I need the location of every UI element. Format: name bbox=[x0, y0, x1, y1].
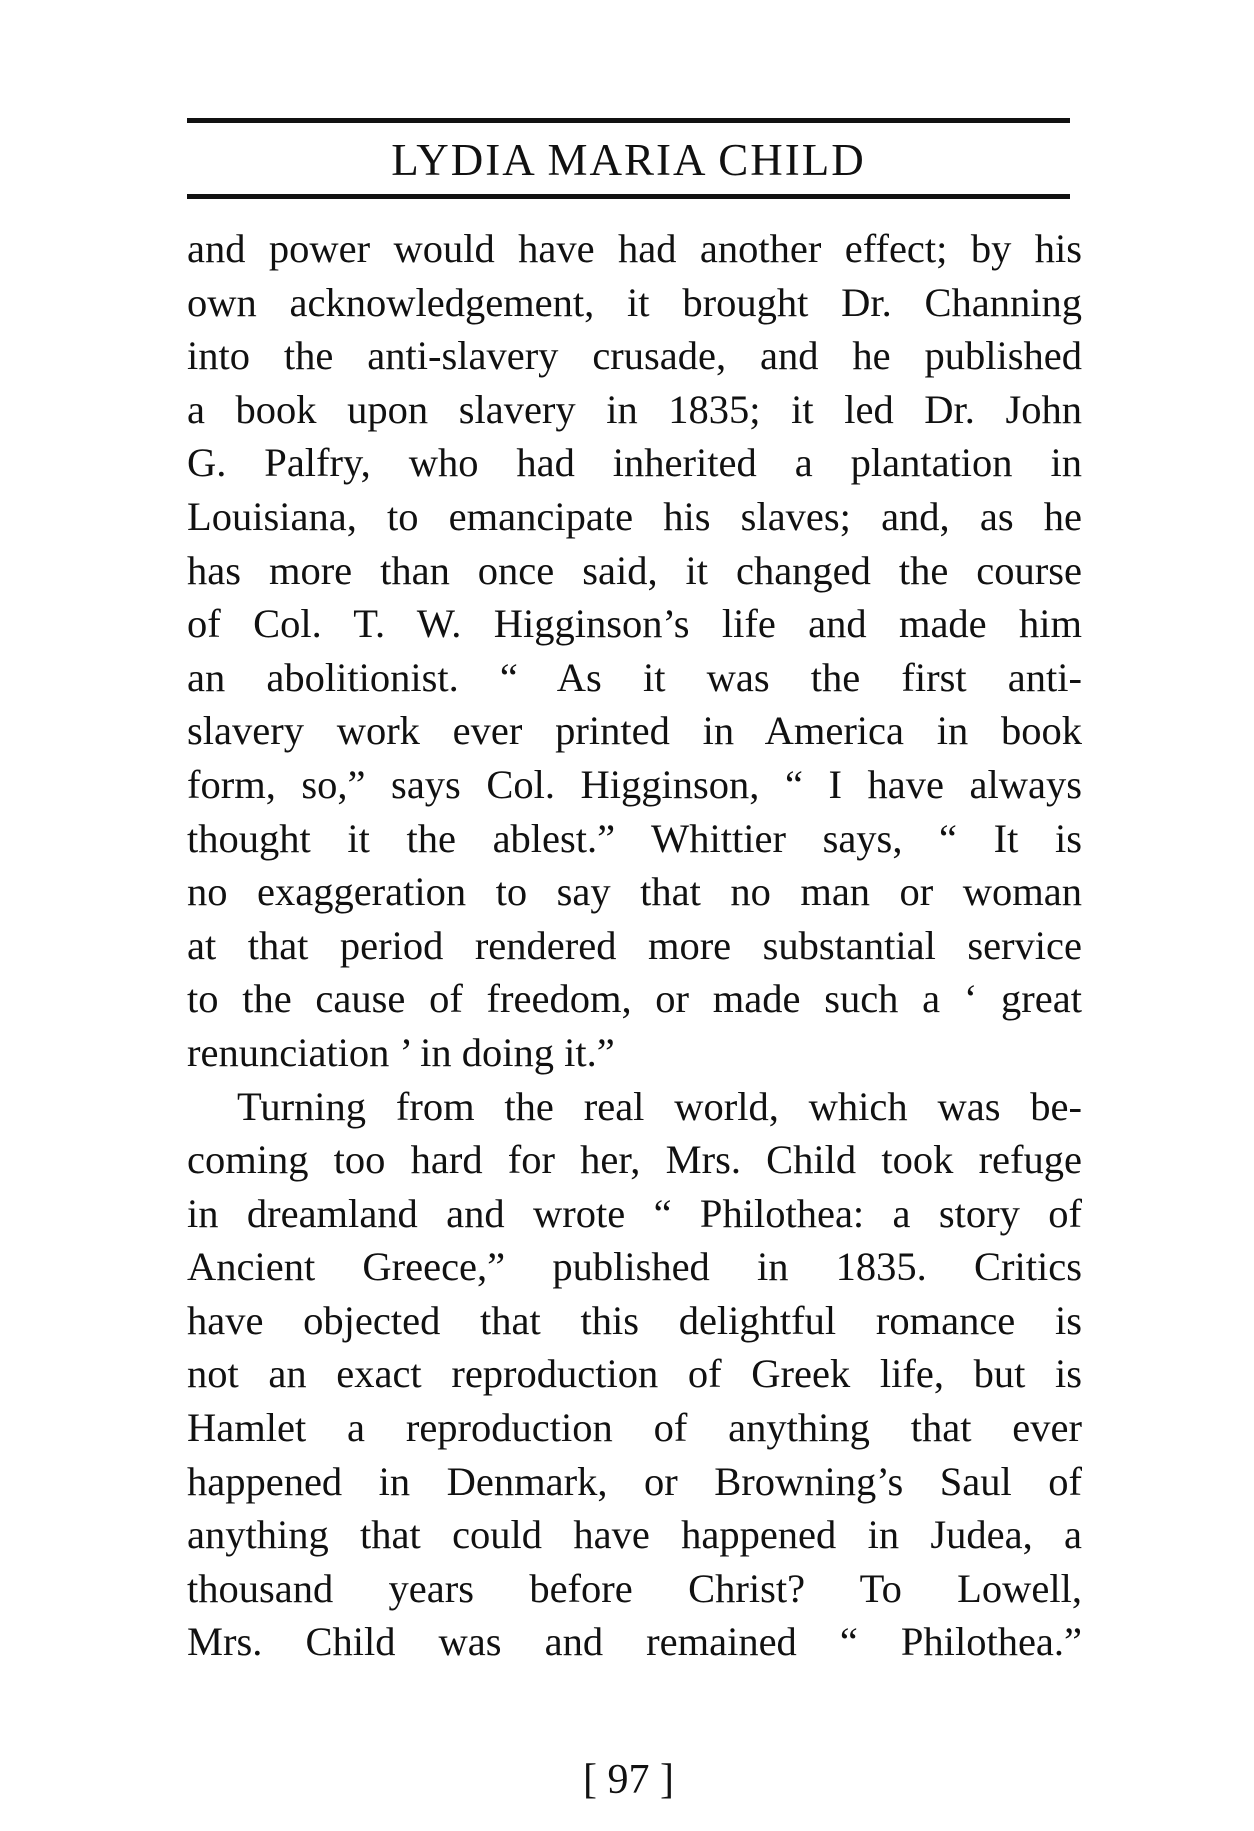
text-line: at that period rendered more substantial service bbox=[187, 922, 1082, 968]
text-line: form, so,” says Col. Higginson, “ I have always bbox=[187, 761, 1082, 807]
running-head: LYDIA MARIA CHILD bbox=[391, 135, 866, 185]
text-line: a book upon slavery in 1835; it led Dr. John bbox=[187, 386, 1082, 432]
text-line: happened in Denmark, or Browning’s Saul of bbox=[187, 1458, 1082, 1504]
text-line: to the cause of freedom, or made such a ‘ great bbox=[187, 976, 1082, 1022]
text-line: and power would have had another effect; by his bbox=[187, 226, 1082, 271]
text-line: has more than once said, it changed the course bbox=[187, 547, 1082, 593]
text-line: Ancient Greece,” published in 1835. Critics bbox=[187, 1244, 1082, 1290]
header-rule-bottom bbox=[187, 194, 1070, 199]
text-line: Hamlet a reproduction of anything that ever bbox=[187, 1405, 1082, 1451]
text-line: coming too hard for her, Mrs. Child took refuge bbox=[187, 1137, 1082, 1183]
text-line: thought it the ablest.” Whittier says, “ It is bbox=[187, 815, 1082, 861]
text-line: anything that could have happened in Judea, a bbox=[187, 1512, 1082, 1558]
header-rule-top bbox=[187, 118, 1070, 123]
text-line: have objected that this delightful romance is bbox=[187, 1297, 1082, 1343]
text-line: no exaggeration to say that no man or woman bbox=[187, 869, 1082, 915]
body-text bbox=[187, 222, 1082, 1669]
text-line: Turning from the real world, which was be- bbox=[237, 1083, 1082, 1129]
text-line: of Col. T. W. Higginson’s life and made him bbox=[187, 601, 1082, 647]
text-line: own acknowledgement, it brought Dr. Channing bbox=[187, 279, 1082, 325]
text-line: not an exact reproduction of Greek life, but is bbox=[187, 1351, 1082, 1397]
text-line: slavery work ever printed in America in book bbox=[187, 708, 1082, 754]
page-number: [ 97 ] bbox=[583, 1757, 674, 1803]
text-line: an abolitionist. “ As it was the first anti- bbox=[187, 654, 1082, 700]
text-line: in dreamland and wrote “ Philothea: a story of bbox=[187, 1190, 1082, 1236]
text-line: into the anti-slavery crusade, and he published bbox=[187, 333, 1082, 379]
text-line: Mrs. Child was and remained “ Philothea.” bbox=[187, 1619, 1082, 1665]
paragraph-1 bbox=[187, 222, 1082, 1080]
text-line: renunciation ’ in doing it.” bbox=[187, 1029, 615, 1075]
text-line: G. Palfry, who had inherited a plantation in bbox=[187, 440, 1082, 486]
text-line: thousand years before Christ? To Lowell, bbox=[187, 1565, 1082, 1611]
paragraph-2 bbox=[187, 1080, 1082, 1670]
text-line: Louisiana, to emancipate his slaves; and, as he bbox=[187, 493, 1082, 539]
